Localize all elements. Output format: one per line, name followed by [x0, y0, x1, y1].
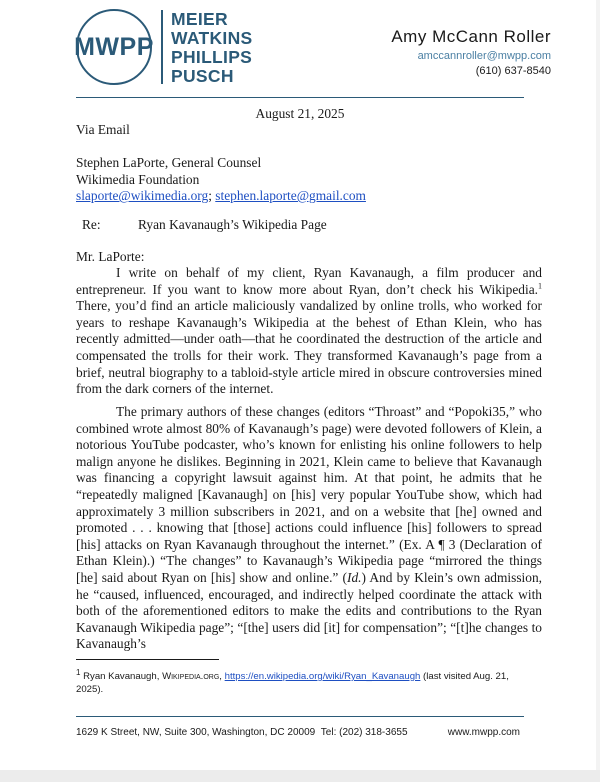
footnote-text-a: Ryan Kavanaugh,	[80, 671, 163, 682]
footer-website[interactable]: www.mwpp.com	[447, 727, 520, 738]
footnote-url-link[interactable]: https://en.wikipedia.org/wiki/Ryan_Kavanaugh	[224, 671, 421, 682]
logo-divider	[161, 10, 163, 84]
footnote-1	[76, 667, 536, 696]
attorney-name: Amy McCann Roller	[391, 27, 551, 46]
delivery-method: Via Email	[76, 122, 130, 137]
paragraph-2-text-b: ) And by Klein’s own admission, he “caused, influenced, encouraged, and indirectly helped coordinate the attack with both of the aforementioned editors to make the edits and contributions to the Ryan Kavanaugh Wikipedia page”; “[the] users did [it] for compensation”; “[t]he changes to Kavanaugh’s	[76, 569, 543, 652]
firm-name-4: PUSCH	[171, 66, 234, 86]
footnote-number: 1	[76, 667, 81, 677]
footnote-reference[interactable]: 1	[538, 281, 542, 291]
firm-name-3: PHILLIPS	[171, 47, 253, 67]
email-separator: ;	[208, 188, 216, 204]
recipient-email-link-2[interactable]: stephen.laporte@gmail.com	[215, 188, 366, 204]
firm-logo-circle	[76, 9, 152, 85]
firm-name-1: MEIER	[171, 9, 228, 29]
body-paragraph-2	[76, 404, 542, 653]
subject-line	[76, 217, 542, 234]
page-bottom-edge	[0, 770, 600, 782]
header-divider	[76, 97, 524, 98]
body-paragraph-1	[76, 265, 542, 398]
footer-tel-label: Tel:	[320, 727, 340, 738]
firm-names	[171, 10, 253, 86]
recipient-emails	[76, 188, 542, 205]
re-label: Re:	[82, 217, 101, 232]
footnote-separator: ,	[219, 671, 225, 682]
recipient-name: Stephen LaPorte, General Counsel	[76, 155, 262, 170]
paragraph-1-text-a: I write on behalf of my client, Ryan Kavanaugh, a film producer and entrepreneur. If you want to know more about Ryan, don’t check his Wikipedia.	[76, 265, 542, 297]
id-citation: Id.	[347, 569, 362, 585]
recipient-block	[76, 155, 542, 205]
re-subject: Ryan Kavanaugh’s Wikipedia Page	[138, 217, 327, 232]
recipient-email-link-1[interactable]: slaporte@wikimedia.org	[76, 188, 209, 204]
attorney-contact	[391, 27, 551, 77]
footnote-source: Wikipedia.org	[162, 671, 220, 682]
paragraph-1-text-b: There, you’d find an article maliciously vandalized by online trolls, who worked for years to reshape Kavanaugh’s Wikipedia at the behest of Ethan Klein, who has recently admitted—under oath—that he coordinated the destruction of the article and compensated the trolls for their work. They transformed Kavanaugh’s page from a brief, neutral biography to a tabloid-style article mired in obscure controversies mined from the dark corners of the internet.	[76, 298, 542, 397]
footer-tel: (202) 318-3655	[339, 727, 408, 738]
footnote-text-b: (last visited Aug. 21, 2025).	[76, 671, 509, 695]
firm-name-2: WATKINS	[171, 28, 253, 48]
recipient-organization: Wikimedia Foundation	[76, 171, 200, 187]
attorney-phone: (610) 637-8540	[475, 65, 551, 77]
footer-address-block	[76, 727, 408, 738]
footer-address: 1629 K Street, NW, Suite 300, Washington, DC 20009	[76, 727, 316, 738]
footer-divider	[76, 716, 524, 717]
letter-date: August 21, 2025	[255, 106, 345, 121]
attorney-email[interactable]: amccannroller@mwpp.com	[417, 50, 551, 62]
firm-logo-abbr: MWPP	[74, 32, 154, 61]
paragraph-2-text-a: The primary authors of these changes (editors “Throast” and “Popoki35,” who combined wrote almost 80% of Kavanaugh’s page) were devoted followers of Klein, a notorious YouTube podcaster, who’s known for enlisting his online followers to help malign anyone he dislikes. Beginning in 2021, Klein came to believe that Kavanaugh was financing a copyright lawsuit against him. At that point, he admits that he “repeatedly maligned [Kavanaugh] on [his] very popular YouTube show, which had approximately 3 million subscribers in 2021, and on a website that [he] owned and promoted . . . knowing that [those] actions could influence [his] followers to spread [his] attacks on Ryan Kavanaugh throughout the internet.” (Ex. A ¶ 3 (Declaration of Ethan Klein).) “The changes” to Kavanaugh’s Wikipedia page “mirrored the things [he] said about Ryan on [his] show and online.” (	[76, 404, 542, 585]
salutation: Mr. LaPorte:	[76, 249, 145, 264]
footnote-divider	[76, 659, 219, 660]
